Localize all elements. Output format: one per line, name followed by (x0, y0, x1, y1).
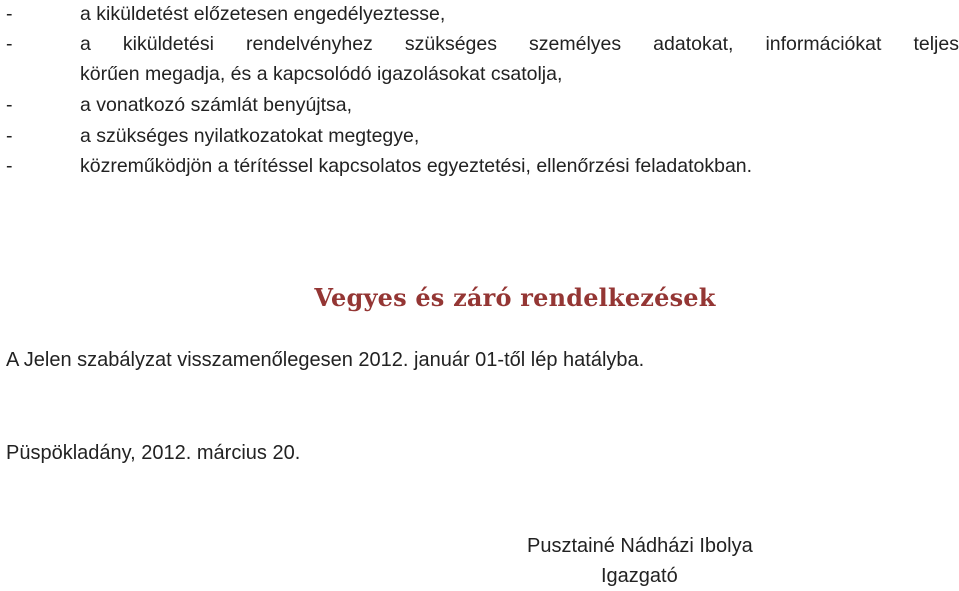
signatory-title: Igazgató (601, 565, 678, 587)
list-dash: - (6, 155, 13, 177)
list-item-text: körűen megadja, és a kapcsolódó igazolásokat csatolja, (80, 63, 563, 85)
list-dash: - (6, 33, 13, 55)
list-item-text: a szükséges nyilatkozatokat megtegye, (80, 125, 420, 147)
place-date: Püspökladány, 2012. március 20. (6, 442, 301, 464)
word: kiküldetési (122, 33, 214, 55)
section-heading: Vegyes és záró rendelkezések (314, 283, 716, 312)
word: rendelvényhez (245, 33, 373, 55)
list-item-text-justified (80, 32, 959, 56)
word: szükséges (404, 33, 497, 55)
paragraph: A Jelen szabályzat visszamenőlegesen 2012. január 01-től lép hatályba. (6, 349, 645, 371)
list-dash: - (6, 94, 13, 116)
word: teljes (913, 33, 959, 55)
list-dash: - (6, 125, 13, 147)
word: adatokat, (653, 33, 734, 55)
list-item-text: a vonatkozó számlát benyújtsa, (80, 94, 353, 116)
word: információkat (765, 33, 882, 55)
list-dash: - (6, 3, 13, 25)
list-item-text: a kiküldetést előzetesen engedélyeztesse, (80, 3, 446, 25)
signatory-name: Pusztainé Nádházi Ibolya (527, 535, 753, 557)
list-item-text: közreműködjön a térítéssel kapcsolatos egyeztetési, ellenőrzési feladatokban. (80, 155, 753, 177)
word: a (80, 33, 91, 55)
word: személyes (529, 33, 622, 55)
